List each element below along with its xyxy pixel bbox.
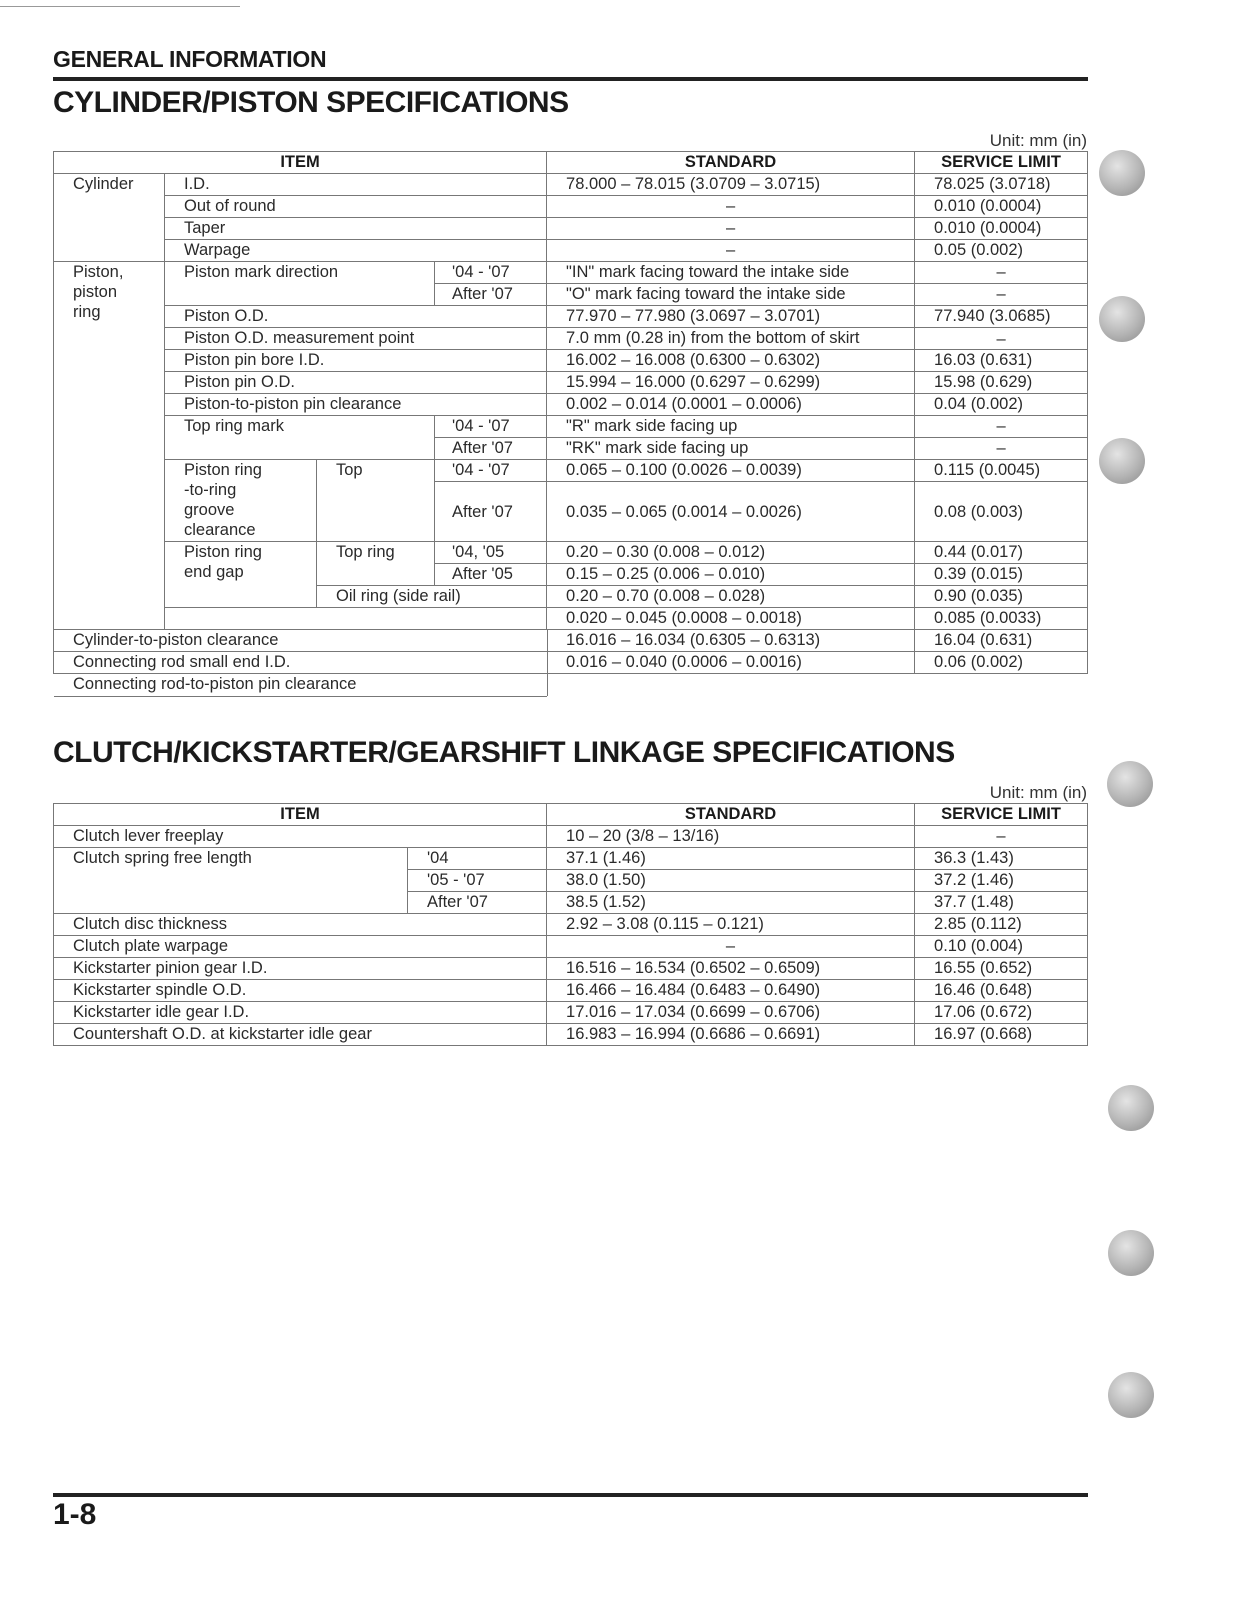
item-label: Kickstarter spindle O.D. xyxy=(54,980,547,1002)
table-row xyxy=(54,328,1088,350)
limit-value: 0.08 (0.003) xyxy=(915,482,1088,542)
standard-value: 7.0 mm (0.28 in) from the bottom of skirt xyxy=(547,328,915,350)
col-standard: STANDARD xyxy=(547,804,915,826)
section-header: GENERAL INFORMATION xyxy=(53,46,327,72)
table-row xyxy=(54,980,1088,1002)
item-label: Piston O.D. xyxy=(165,306,547,328)
table-row xyxy=(54,936,1088,958)
limit-value: 37.2 (1.46) xyxy=(915,870,1088,892)
page-number: 1-8 xyxy=(53,1498,97,1531)
standard-value: 38.5 (1.52) xyxy=(547,892,915,914)
table-row xyxy=(54,416,1088,438)
table-row xyxy=(54,350,1088,372)
year-label: After '07 xyxy=(435,284,547,306)
item-label: Connecting rod small end I.D. xyxy=(73,653,291,671)
cylinder-piston-table xyxy=(53,151,1088,674)
item-label: Clutch lever freeplay xyxy=(54,826,547,848)
standard-value: 38.0 (1.50) xyxy=(547,870,915,892)
table-row xyxy=(54,608,1088,630)
standard-value: 16.516 – 16.534 (0.6502 – 0.6509) xyxy=(547,958,915,980)
limit-value: 77.940 (3.0685) xyxy=(915,306,1088,328)
cylinder-piston-title: CYLINDER/PISTON SPECIFICATIONS xyxy=(53,86,569,119)
limit-value: 0.04 (0.002) xyxy=(915,394,1088,416)
table-row xyxy=(54,262,1088,284)
clutch-unit-label: Unit: mm (in) xyxy=(989,783,1087,802)
table-row xyxy=(54,240,1088,262)
standard-value: 37.1 (1.46) xyxy=(547,848,915,870)
binder-tab-circle xyxy=(1108,1230,1154,1276)
standard-value: – xyxy=(547,936,915,958)
standard-value: – xyxy=(547,240,915,262)
year-label: After '07 xyxy=(435,438,547,460)
cylinder-unit-label: Unit: mm (in) xyxy=(989,131,1087,150)
group-cylinder: Cylinder xyxy=(54,174,165,262)
limit-value: 0.085 (0.0033) xyxy=(915,608,1088,630)
limit-value: – xyxy=(915,826,1088,848)
binder-tab-circle xyxy=(1099,296,1145,342)
standard-value: "RK" mark side facing up xyxy=(547,438,915,460)
standard-value: 16.016 – 16.034 (0.6305 – 0.6313) xyxy=(547,630,915,652)
standard-value: 16.983 – 16.994 (0.6686 – 0.6691) xyxy=(547,1024,915,1046)
limit-value: 16.97 (0.668) xyxy=(915,1024,1088,1046)
standard-value: 15.994 – 16.000 (0.6297 – 0.6299) xyxy=(547,372,915,394)
year-label: '04 - '07 xyxy=(435,262,547,284)
limit-value: – xyxy=(915,262,1088,284)
year-label: '04 - '07 xyxy=(435,460,547,482)
item-label: Out of round xyxy=(165,196,547,218)
standard-value: 0.20 – 0.70 (0.008 – 0.028) xyxy=(547,586,915,608)
limit-value: – xyxy=(915,438,1088,460)
limit-value: 17.06 (0.672) xyxy=(915,1002,1088,1024)
sub-label: Top ring xyxy=(317,542,435,586)
item-label: Clutch disc thickness xyxy=(54,914,547,936)
item-label: Piston-to-piston pin clearance xyxy=(165,394,547,416)
table-row xyxy=(54,826,1088,848)
year-label: '04 xyxy=(408,848,547,870)
limit-value: 16.46 (0.648) xyxy=(915,980,1088,1002)
limit-value: – xyxy=(915,284,1088,306)
footer-rule xyxy=(53,1493,1088,1497)
limit-value: 0.010 (0.0004) xyxy=(915,218,1088,240)
table-row xyxy=(54,1002,1088,1024)
limit-value: 16.04 (0.631) xyxy=(915,630,1088,652)
binder-tab-circle xyxy=(1099,150,1145,196)
standard-value: 78.000 – 78.015 (3.0709 – 3.0715) xyxy=(547,174,915,196)
limit-value: 0.44 (0.017) xyxy=(915,542,1088,564)
limit-value: 16.03 (0.631) xyxy=(915,350,1088,372)
col-item: ITEM xyxy=(54,152,547,174)
col-service-limit: SERVICE LIMIT xyxy=(915,152,1088,174)
limit-value: 0.10 (0.004) xyxy=(915,936,1088,958)
limit-value: – xyxy=(915,328,1088,350)
table-row xyxy=(54,218,1088,240)
year-label: After '05 xyxy=(435,564,547,586)
item-label: Piston ring end gap xyxy=(165,542,317,608)
item-label: Top ring mark xyxy=(165,416,435,460)
item-label: Taper xyxy=(165,218,547,240)
standard-value: "R" mark side facing up xyxy=(547,416,915,438)
item-label: Countershaft O.D. at kickstarter idle gear xyxy=(54,1024,547,1046)
item-label: Piston pin O.D. xyxy=(165,372,547,394)
item-label: Piston pin bore I.D. xyxy=(165,350,547,372)
item-label: Clutch plate warpage xyxy=(54,936,547,958)
year-label: '05 - '07 xyxy=(408,870,547,892)
standard-value: – xyxy=(547,218,915,240)
col-item: ITEM xyxy=(54,804,547,826)
group-piston: Piston, piston ring xyxy=(54,262,165,674)
limit-value: 15.98 (0.629) xyxy=(915,372,1088,394)
header-rule xyxy=(53,77,1088,81)
standard-value: 77.970 – 77.980 (3.0697 – 3.0701) xyxy=(547,306,915,328)
standard-value: 17.016 – 17.034 (0.6699 – 0.6706) xyxy=(547,1002,915,1024)
standard-value: 0.20 – 0.30 (0.008 – 0.012) xyxy=(547,542,915,564)
standard-value: 0.016 – 0.040 (0.0006 – 0.0016) xyxy=(547,652,915,674)
sub-label: Oil ring (side rail) xyxy=(317,586,547,608)
binder-tab-circle xyxy=(1108,1085,1154,1131)
limit-value: 36.3 (1.43) xyxy=(915,848,1088,870)
table-row xyxy=(54,196,1088,218)
table-row xyxy=(54,460,1088,482)
col-service-limit: SERVICE LIMIT xyxy=(915,804,1088,826)
item-label xyxy=(165,608,547,630)
year-label: After '07 xyxy=(435,482,547,542)
limit-value: 0.010 (0.0004) xyxy=(915,196,1088,218)
standard-value: 0.065 – 0.100 (0.0026 – 0.0039) xyxy=(547,460,915,482)
table-header-row xyxy=(54,152,1088,174)
bottom-rows-overlay xyxy=(54,629,548,696)
year-label: '04, '05 xyxy=(435,542,547,564)
table-row xyxy=(54,848,1088,870)
table-row xyxy=(54,1024,1088,1046)
item-label: Piston ring -to-ring groove clearance xyxy=(165,460,317,542)
sub-label: Top xyxy=(317,460,435,542)
standard-value: – xyxy=(547,196,915,218)
limit-value: 16.55 (0.652) xyxy=(915,958,1088,980)
table-row xyxy=(54,306,1088,328)
standard-value: 0.15 – 0.25 (0.006 – 0.010) xyxy=(547,564,915,586)
item-label: I.D. xyxy=(165,174,547,196)
limit-value: 0.90 (0.035) xyxy=(915,586,1088,608)
item-label: Kickstarter idle gear I.D. xyxy=(54,1002,547,1024)
limit-value: 78.025 (3.0718) xyxy=(915,174,1088,196)
standard-value: 0.020 – 0.045 (0.0008 – 0.0018) xyxy=(547,608,915,630)
table-row xyxy=(54,958,1088,980)
table-row xyxy=(54,174,1088,196)
standard-value: 2.92 – 3.08 (0.115 – 0.121) xyxy=(547,914,915,936)
item-label: Cylinder-to-piston clearance xyxy=(73,631,279,649)
table-row xyxy=(54,394,1088,416)
year-label: '04 - '07 xyxy=(435,416,547,438)
item-label: Kickstarter pinion gear I.D. xyxy=(54,958,547,980)
limit-value: 2.85 (0.112) xyxy=(915,914,1088,936)
table-row xyxy=(54,914,1088,936)
top-edge-line xyxy=(0,6,240,7)
table-header-row xyxy=(54,804,1088,826)
table-row xyxy=(54,372,1088,394)
col-standard: STANDARD xyxy=(547,152,915,174)
standard-value: 10 – 20 (3/8 – 13/16) xyxy=(547,826,915,848)
clutch-title: CLUTCH/KICKSTARTER/GEARSHIFT LINKAGE SPECIFICATIONS xyxy=(53,736,955,769)
binder-tab-circle xyxy=(1099,438,1145,484)
standard-value: 16.002 – 16.008 (0.6300 – 0.6302) xyxy=(547,350,915,372)
limit-value: 0.05 (0.002) xyxy=(915,240,1088,262)
binder-tab-circle xyxy=(1107,761,1153,807)
item-label: Clutch spring free length xyxy=(54,848,408,914)
clutch-table xyxy=(53,803,1088,1046)
item-label: Piston mark direction xyxy=(165,262,435,306)
limit-value: 0.06 (0.002) xyxy=(915,652,1088,674)
standard-value: 16.466 – 16.484 (0.6483 – 0.6490) xyxy=(547,980,915,1002)
standard-value: "IN" mark facing toward the intake side xyxy=(547,262,915,284)
standard-value: 0.002 – 0.014 (0.0001 – 0.0006) xyxy=(547,394,915,416)
standard-value: "O" mark facing toward the intake side xyxy=(547,284,915,306)
limit-value: – xyxy=(915,416,1088,438)
standard-value: 0.035 – 0.065 (0.0014 – 0.0026) xyxy=(547,482,915,542)
year-label: After '07 xyxy=(408,892,547,914)
binder-tab-circle xyxy=(1108,1372,1154,1418)
limit-value: 37.7 (1.48) xyxy=(915,892,1088,914)
limit-value: 0.115 (0.0045) xyxy=(915,460,1088,482)
item-label: Warpage xyxy=(165,240,547,262)
item-label: Piston O.D. measurement point xyxy=(165,328,547,350)
item-label: Connecting rod-to-piston pin clearance xyxy=(73,675,357,693)
table-row xyxy=(54,542,1088,564)
limit-value: 0.39 (0.015) xyxy=(915,564,1088,586)
